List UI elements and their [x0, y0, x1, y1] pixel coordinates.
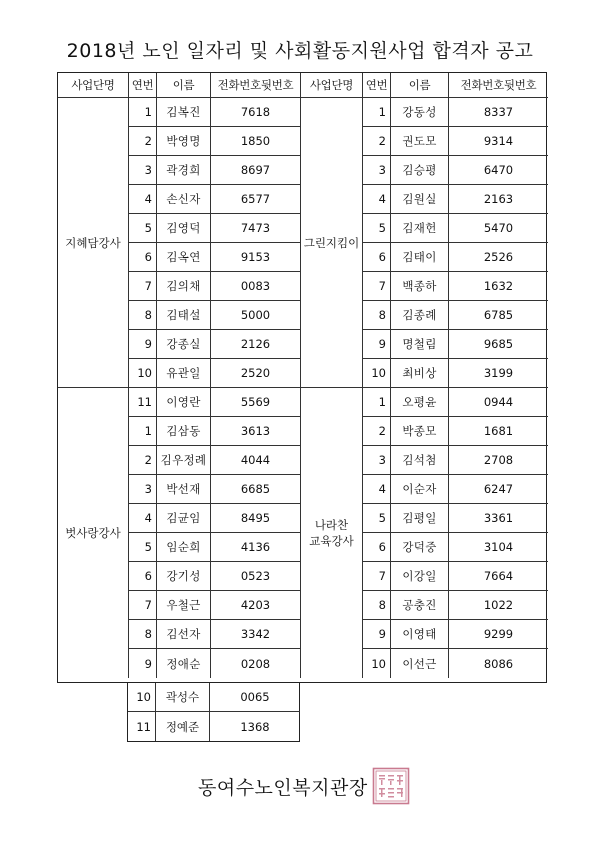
column-header: 이름	[157, 73, 211, 98]
phone-last-digits: 0208	[211, 649, 301, 678]
official-seal-icon	[372, 767, 410, 805]
applicant-name: 강기성	[157, 562, 211, 591]
left-overflow-rows	[127, 683, 300, 742]
phone-last-digits: 5000	[211, 301, 301, 330]
applicant-name: 김재헌	[391, 214, 449, 243]
phone-last-digits: 0944	[449, 388, 548, 417]
applicant-name: 곽성수	[156, 683, 210, 712]
applicant-name: 강종실	[157, 330, 211, 359]
applicant-name: 박선재	[157, 475, 211, 504]
serial-number: 10	[129, 359, 157, 388]
group-name-cell	[301, 388, 363, 678]
applicant-name: 손신자	[157, 185, 211, 214]
serial-number: 8	[363, 301, 391, 330]
applicant-name: 김우정례	[157, 446, 211, 475]
applicant-name: 이영란	[157, 388, 211, 417]
serial-number: 8	[129, 301, 157, 330]
serial-number: 10	[363, 649, 391, 678]
phone-last-digits: 1850	[211, 127, 301, 156]
applicant-name: 김의채	[157, 272, 211, 301]
serial-number: 2	[129, 127, 157, 156]
applicant-name: 백종하	[391, 272, 449, 301]
phone-last-digits: 4044	[211, 446, 301, 475]
serial-number: 8	[129, 620, 157, 649]
applicant-name: 김원실	[391, 185, 449, 214]
phone-last-digits: 8697	[211, 156, 301, 185]
applicant-name: 김종례	[391, 301, 449, 330]
applicant-name: 김태설	[157, 301, 211, 330]
applicant-name: 우철근	[157, 591, 211, 620]
serial-number: 10	[128, 683, 156, 712]
applicant-name: 이영태	[391, 620, 449, 649]
phone-last-digits: 3613	[211, 417, 301, 446]
group-name-cell: 지혜담강사	[58, 98, 129, 388]
applicant-name: 이선근	[391, 649, 449, 678]
applicant-name: 정예준	[156, 712, 210, 741]
column-header: 사업단명	[301, 73, 363, 98]
serial-number: 1	[363, 98, 391, 127]
serial-number: 7	[129, 591, 157, 620]
applicant-name: 곽경희	[157, 156, 211, 185]
column-header: 전화번호뒷번호	[211, 73, 301, 98]
serial-number: 2	[129, 446, 157, 475]
column-header: 사업단명	[58, 73, 129, 98]
phone-last-digits: 1681	[449, 417, 548, 446]
phone-last-digits: 1022	[449, 591, 548, 620]
page-title: 2018년 노인 일자리 및 사회활동지원사업 합격자 공고	[66, 40, 534, 62]
phone-last-digits: 6577	[211, 185, 301, 214]
phone-last-digits: 8337	[449, 98, 548, 127]
applicant-name: 권도모	[391, 127, 449, 156]
serial-number: 1	[129, 98, 157, 127]
serial-number: 6	[363, 533, 391, 562]
applicant-name: 김선자	[157, 620, 211, 649]
applicant-name: 김태이	[391, 243, 449, 272]
applicant-name: 정애순	[157, 649, 211, 678]
serial-number: 3	[363, 446, 391, 475]
applicant-name: 오평윤	[391, 388, 449, 417]
serial-number: 9	[129, 330, 157, 359]
group-name-cell: 그린지킴이	[301, 98, 363, 388]
phone-last-digits: 8086	[483, 656, 514, 671]
serial-number: 11	[129, 388, 157, 417]
serial-number: 8	[363, 591, 391, 620]
phone-last-digits: 2163	[449, 185, 548, 214]
issuer-name: 동여수노인복지관장	[198, 776, 368, 799]
phone-last-digits: 5569	[211, 388, 301, 417]
applicant-name: 최비상	[391, 359, 449, 388]
applicant-name: 이순자	[391, 475, 449, 504]
group-name-line: 교육강사	[309, 534, 354, 548]
serial-number: 5	[363, 504, 391, 533]
serial-number: 4	[363, 475, 391, 504]
phone-last-digits: 0065	[210, 683, 300, 712]
applicant-name: 강동성	[391, 98, 449, 127]
serial-number: 2	[363, 127, 391, 156]
applicant-name: 김영덕	[157, 214, 211, 243]
phone-last-digits: 2526	[449, 243, 548, 272]
serial-number: 1	[129, 417, 157, 446]
phone-last-digits: 6785	[449, 301, 548, 330]
phone-last-digits: 9314	[449, 127, 548, 156]
phone-last-digits: 4203	[211, 591, 301, 620]
serial-number: 7	[129, 272, 157, 301]
serial-number: 6	[129, 243, 157, 272]
applicant-name: 박영명	[157, 127, 211, 156]
serial-number: 9	[363, 620, 391, 649]
phone-last-digits: 3199	[449, 359, 548, 388]
phone-last-digits: 0083	[211, 272, 301, 301]
phone-last-digits: 9685	[449, 330, 548, 359]
applicant-name: 김삼동	[157, 417, 211, 446]
applicant-name: 이강일	[391, 562, 449, 591]
applicant-name: 김옥연	[157, 243, 211, 272]
serial-number: 3	[129, 475, 157, 504]
applicant-name: 유관일	[157, 359, 211, 388]
applicant-name: 김석첨	[391, 446, 449, 475]
serial-number: 6	[129, 562, 157, 591]
phone-last-digits: 6470	[449, 156, 548, 185]
serial-number: 4	[129, 185, 157, 214]
phone-last-digits: 2708	[449, 446, 548, 475]
column-header: 연번	[129, 73, 157, 98]
phone-last-digits: 3361	[449, 504, 548, 533]
phone-last-digits: 6247	[449, 475, 548, 504]
applicant-name: 박종모	[391, 417, 449, 446]
applicant-name: 강덕중	[391, 533, 449, 562]
phone-last-digits: 2520	[211, 359, 301, 388]
footer	[198, 766, 410, 806]
applicant-table	[57, 72, 547, 683]
applicant-name: 공충진	[391, 591, 449, 620]
phone-last-digits: 7664	[449, 562, 548, 591]
applicant-name: 임순희	[157, 533, 211, 562]
column-header: 연번	[363, 73, 391, 98]
phone-last-digits: 9153	[211, 243, 301, 272]
serial-number: 10	[363, 359, 391, 388]
phone-last-digits: 6685	[211, 475, 301, 504]
serial-number: 3	[363, 156, 391, 185]
applicant-name: 김평일	[391, 504, 449, 533]
column-header: 전화번호뒷번호	[449, 73, 548, 98]
serial-number: 9	[129, 649, 157, 678]
group-name-line: 나라찬	[314, 518, 349, 532]
phone-last-digits: 1368	[240, 719, 270, 734]
serial-number: 7	[363, 272, 391, 301]
phone-last-digits: 0523	[211, 562, 301, 591]
phone-last-digits: 3104	[449, 533, 548, 562]
serial-number: 7	[363, 562, 391, 591]
phone-last-digits: 7473	[211, 214, 301, 243]
phone-last-digits: 1632	[449, 272, 548, 301]
phone-last-digits: 8495	[211, 504, 301, 533]
serial-number: 6	[363, 243, 391, 272]
serial-number: 4	[129, 504, 157, 533]
applicant-name: 김균임	[157, 504, 211, 533]
serial-number: 11	[128, 712, 156, 741]
serial-number: 5	[129, 214, 157, 243]
serial-number: 1	[363, 388, 391, 417]
phone-last-digits: 9299	[449, 620, 548, 649]
serial-number: 3	[129, 156, 157, 185]
phone-last-digits: 3342	[211, 620, 301, 649]
phone-last-digits: 2126	[211, 330, 301, 359]
serial-number: 2	[363, 417, 391, 446]
serial-number: 5	[129, 533, 157, 562]
applicant-name: 명철림	[391, 330, 449, 359]
serial-number: 4	[363, 185, 391, 214]
serial-number: 9	[363, 330, 391, 359]
phone-last-digits: 5470	[449, 214, 548, 243]
applicant-name: 김승평	[391, 156, 449, 185]
phone-last-digits: 4136	[211, 533, 301, 562]
serial-number: 5	[363, 214, 391, 243]
applicant-name: 김복진	[157, 98, 211, 127]
group-name-cell: 벗사랑강사	[58, 388, 129, 678]
column-header: 이름	[391, 73, 449, 98]
phone-last-digits: 7618	[211, 98, 301, 127]
